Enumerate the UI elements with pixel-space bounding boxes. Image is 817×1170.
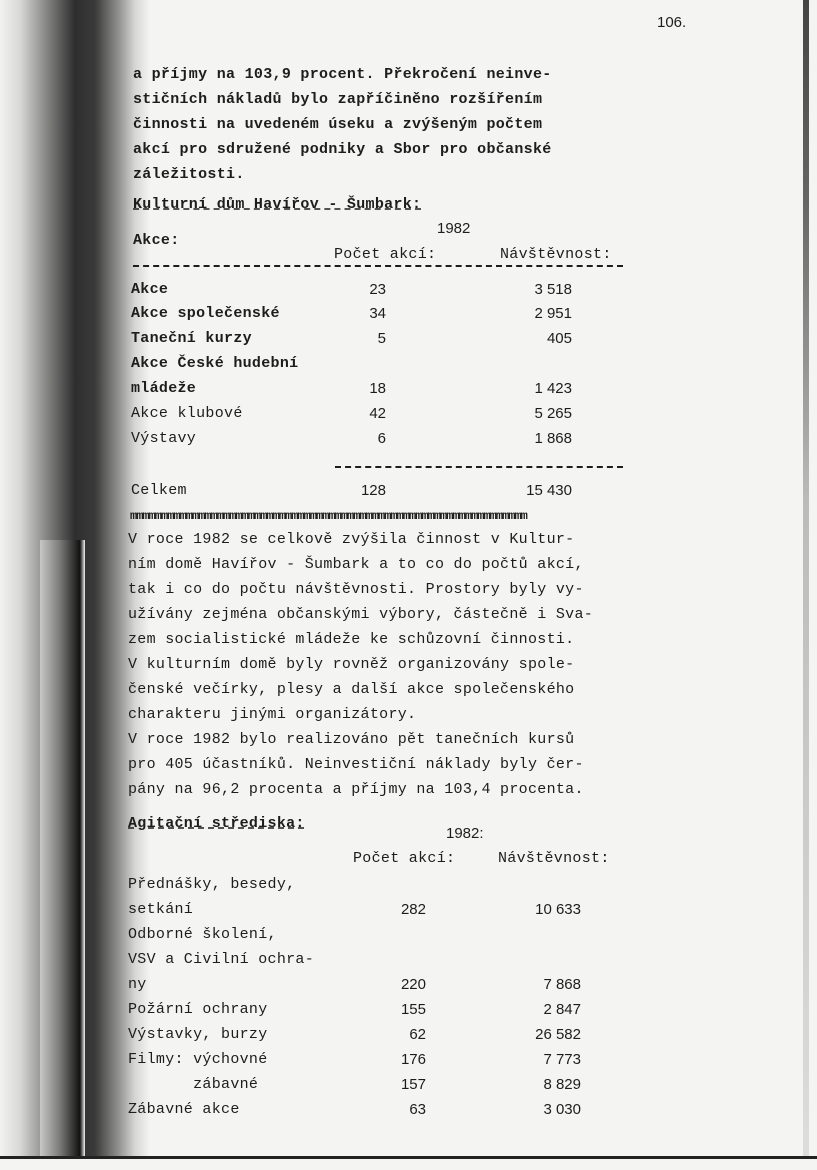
text-line: V roce 1982 se celkově zvýšila činnost v Kultur-: [128, 531, 575, 548]
row-attendance: 1 868: [534, 430, 572, 447]
row-label: Akce: [131, 281, 169, 298]
col-header-attendance: Návštěvnost:: [498, 850, 610, 867]
total-count: 128: [360, 482, 386, 499]
row-label: Akce České hudební: [131, 355, 299, 372]
total-rule: [335, 466, 623, 468]
row-label: Výstavky, burzy: [128, 1026, 268, 1043]
row-count: 157: [400, 1076, 426, 1093]
col-header-count: Počet akcí:: [334, 246, 437, 263]
row-attendance: 2 847: [543, 1001, 581, 1018]
text-line: záležitosti.: [133, 166, 245, 183]
text-line: ním domě Havířov - Šumbark a to co do počtů akcí,: [128, 556, 584, 573]
text-line: charakteru jinými organizátory.: [128, 706, 417, 723]
page-edge-right: [803, 0, 809, 1158]
separator-line: mmmmmmmmmmmmmmmmmmmmmmmmmmmmmmmmmmmmmmmmmmmmmmmmmmmmmmmmmmmmmmmm: [130, 509, 527, 523]
row-attendance: 10 633: [535, 901, 581, 918]
row-count: 62: [409, 1026, 426, 1043]
row-attendance: 405: [546, 330, 572, 347]
row-label: setkání: [128, 901, 194, 918]
total-label: Celkem: [131, 482, 187, 499]
text-line: V kulturním domě byly rovněž organizovány spole-: [128, 656, 575, 673]
text-line: zem socialistické mládeže ke schůzovní činnosti.: [128, 631, 575, 648]
row-label: Zábavné akce: [128, 1101, 240, 1118]
row-count: 176: [400, 1051, 426, 1068]
header-rule: [133, 265, 623, 267]
row-attendance: 3 030: [543, 1101, 581, 1118]
row-count: 18: [369, 380, 386, 397]
row-count: 23: [369, 281, 386, 298]
col-header-attendance: Návštěvnost:: [500, 246, 612, 263]
text-line: pány na 96,2 procenta a příjmy na 103,4 procenta.: [128, 781, 584, 798]
col-header-count: Počet akcí:: [353, 850, 456, 867]
text-line: tak i co do počtu návštěvnosti. Prostory byly vy-: [128, 581, 584, 598]
row-label: zábavné: [128, 1076, 259, 1093]
row-label: Taneční kurzy: [131, 330, 252, 347]
binding-shadow-lower: [40, 540, 85, 1158]
text-line: a příjmy na 103,9 procent. Překročení neinve-: [133, 66, 552, 83]
page-edge-bottom: [0, 1156, 817, 1159]
text-line: akcí pro sdružené podniky a Sbor pro občanské: [133, 141, 552, 158]
row-label: Odborné školení,: [128, 926, 277, 943]
row-label: Přednášky, besedy,: [128, 876, 296, 893]
text-line: užívány zejména občanskými výbory, částečně i Sva-: [128, 606, 594, 623]
row-attendance: 7 773: [543, 1051, 581, 1068]
total-attendance: 15 430: [526, 482, 572, 499]
row-count: 220: [400, 976, 426, 993]
row-label-header: Akce:: [133, 232, 180, 249]
row-label: mládeže: [131, 380, 197, 397]
row-count: 34: [369, 305, 386, 322]
section-heading: Kulturní dům Havířov - Šumbark:: [133, 196, 422, 213]
text-line: V roce 1982 bylo realizováno pět tanečních kursů: [128, 731, 575, 748]
row-label: Akce klubové: [131, 405, 243, 422]
row-count: 282: [400, 901, 426, 918]
page-number: 106.: [657, 14, 687, 31]
row-label: ny: [128, 976, 147, 993]
row-count: 155: [400, 1001, 426, 1018]
row-attendance: 3 518: [534, 281, 572, 298]
row-attendance: 1 423: [534, 380, 572, 397]
row-attendance: 8 829: [543, 1076, 581, 1093]
row-label: Akce společenské: [131, 305, 280, 322]
section-heading: Agitační střediska:: [128, 815, 305, 832]
row-attendance: 26 582: [535, 1026, 581, 1043]
row-label: Filmy: výchovné: [128, 1051, 268, 1068]
row-label: Požární ochrany: [128, 1001, 268, 1018]
text-line: čenské večírky, plesy a další akce společenského: [128, 681, 575, 698]
text-line: činnosti na uvedeném úseku a zvýšeným počtem: [133, 116, 543, 133]
text-line: pro 405 účastníků. Neinvestiční náklady byly čer-: [128, 756, 584, 773]
row-count: 5: [377, 330, 386, 347]
row-count: 42: [369, 405, 386, 422]
row-count: 6: [377, 430, 386, 447]
row-attendance: 7 868: [543, 976, 581, 993]
row-count: 63: [409, 1101, 426, 1118]
row-attendance: 5 265: [534, 405, 572, 422]
text-line: stičních nákladů bylo zapříčiněno rozšířením: [133, 91, 543, 108]
row-attendance: 2 951: [534, 305, 572, 322]
row-label: VSV a Civilní ochra-: [128, 951, 315, 968]
table-year: 1982: [437, 220, 471, 237]
row-label: Výstavy: [131, 430, 197, 447]
table-year: 1982:: [446, 825, 484, 842]
